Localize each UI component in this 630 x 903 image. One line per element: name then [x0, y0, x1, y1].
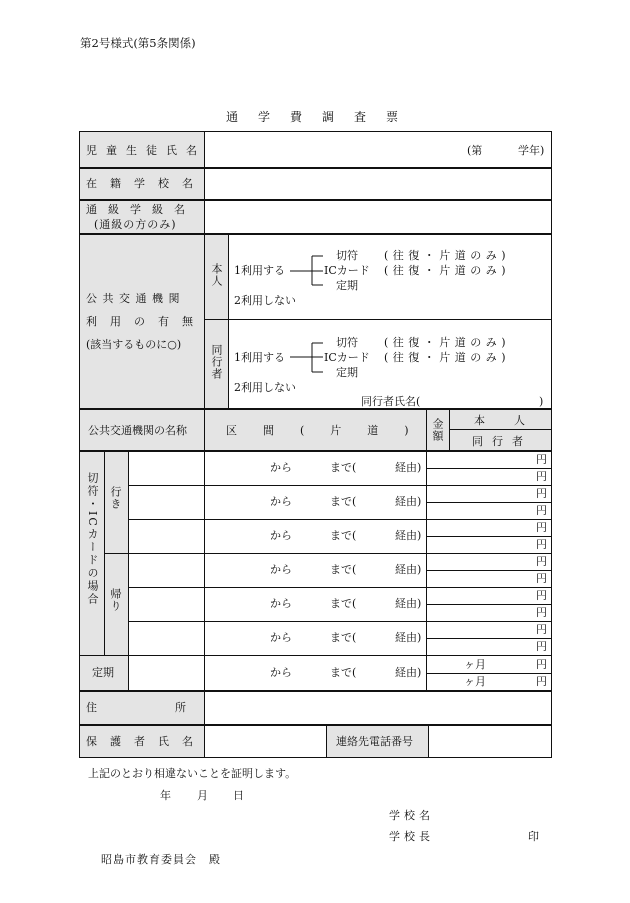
return-label: 帰り	[109, 588, 122, 612]
grade-suffix: 学年)	[518, 144, 545, 157]
label-transit-3: (該当するものに○)	[86, 338, 182, 351]
self-no-use: 2利用しない	[234, 294, 296, 307]
companion-name-label: 同行者氏名(	[361, 395, 421, 408]
companion-ticket: 切符	[336, 336, 358, 349]
label-transit-1: 公共交通機関	[86, 292, 185, 305]
date-day: 日	[233, 789, 244, 802]
col-section: 区間(片道)	[226, 424, 435, 437]
companion-use: 1利用する	[234, 351, 285, 364]
group-ticket-label: 切符・ICカードの場合	[86, 472, 99, 606]
form-title: 通学費調査票	[225, 110, 418, 124]
companion-pass: 定期	[336, 366, 358, 379]
self-use: 1利用する	[234, 264, 285, 277]
principal-label: 学校長	[389, 830, 434, 843]
teiki-label: 定期	[92, 666, 114, 679]
companion-ticket-note: (往復・片道のみ)	[384, 336, 511, 349]
self-ic: ICカード	[324, 264, 370, 277]
col-amount: 金額	[431, 418, 444, 442]
school-name-label: 学校名	[389, 809, 434, 822]
addressee: 昭島市教育委員会 殿	[101, 853, 221, 866]
col-companion: 同行者	[472, 435, 532, 448]
self-pass: 定期	[336, 279, 358, 292]
label-class-note: (通級の方のみ)	[94, 218, 177, 231]
companion-no-use: 2利用しない	[234, 381, 296, 394]
col-self: 本人	[474, 414, 554, 427]
label-column-bg	[80, 132, 204, 409]
label-address: 住所	[86, 701, 264, 714]
survey-form: 児童生徒氏名 (第 学年) 在籍学校名 通級学級名 (通級の方のみ) 公共交通機関 利用の有無 (該当するものに○) 本人 1利用する 2利用しない 切符 ICカード 定期 (往復・片道のみ) (往復・片道のみ) 同行者 1利用する 2利用しない 切符 ICカード 定期 (往復・片道のみ) (往復・片道のみ) 同行者氏名( ) 公共交通機関の名称 区間(片道) 金額 本人 同行者 切符・ICカードの場合 行き 帰り 定期 から まで( 経由) 円 円 から まで( 経由) 円 円 から まで( 経由) 円 円 から まで( 経由) 円 円 から まで( 経由) 円 円 から まで( 経由) 円 円 から まで( 経由) ヶ月 円 ヶ月 円 住所 保護者氏名 連絡先電話番号	[79, 131, 552, 758]
seal-mark: 印	[528, 830, 539, 843]
companion-label: 同行者	[210, 344, 223, 380]
label-guardian: 保護者氏名	[86, 735, 206, 748]
self-ticket-note: (往復・片道のみ)	[384, 249, 511, 262]
going-label: 行き	[109, 486, 122, 510]
label-student-name: 児童生徒氏名	[86, 144, 206, 157]
grade-prefix: (第	[467, 144, 483, 157]
col-transit-name: 公共交通機関の名称	[88, 424, 187, 437]
label-phone: 連絡先電話番号	[336, 735, 413, 748]
self-ticket: 切符	[336, 249, 358, 262]
companion-ic-note: (往復・片道のみ)	[384, 351, 511, 364]
subject-column-bg	[204, 234, 228, 409]
self-bracket	[80, 132, 81, 133]
date-month: 月	[197, 789, 208, 802]
companion-ic: ICカード	[324, 351, 370, 364]
label-transit-2: 利用の有無	[86, 315, 206, 328]
self-ic-note: (往復・片道のみ)	[384, 264, 511, 277]
label-school: 在籍学校名	[86, 177, 206, 190]
companion-name-close: )	[539, 395, 544, 408]
self-label: 本人	[210, 263, 223, 287]
form-number: 第2号様式(第5条関係)	[80, 36, 196, 50]
label-class: 通級学級名	[86, 203, 196, 216]
date-year: 年	[160, 789, 171, 802]
certify-text: 上記のとおり相違ないことを証明します。	[88, 767, 297, 780]
